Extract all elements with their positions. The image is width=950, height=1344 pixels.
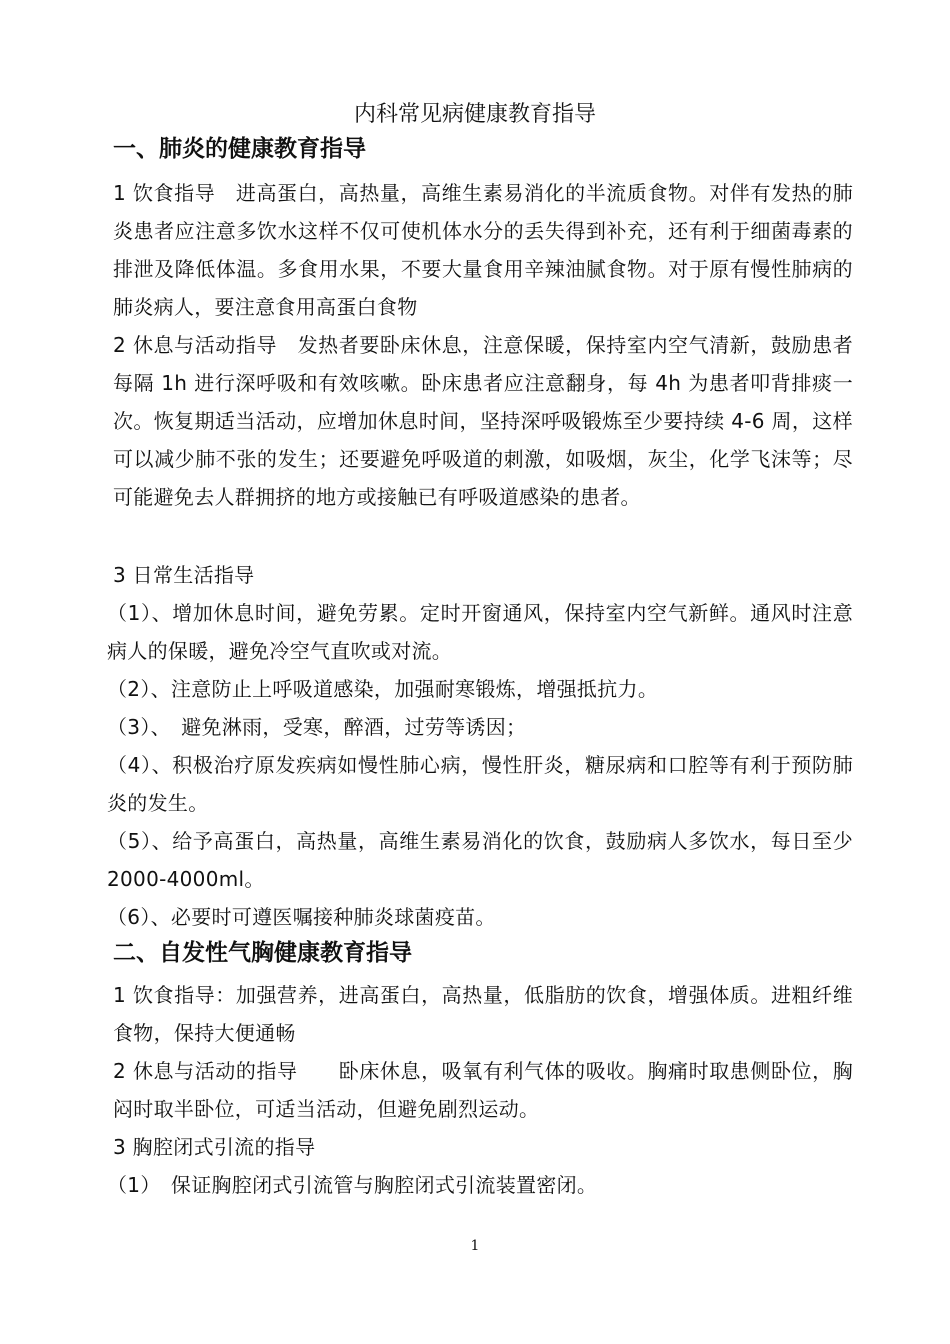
list-item: （1）、增加休息时间，避免劳累。定时开窗通风，保持室内空气新鲜。通风时注意病人的保暖，避免冷空气直吹或对流。	[107, 601, 853, 663]
list-item: （4）、积极治疗原发疾病如慢性肺心病，慢性肝炎，糖尿病和口腔等有利于预防肺炎的发生。	[107, 753, 853, 815]
list-item: （2）、注意防止上呼吸道感染，加强耐寒锻炼，增强抵抗力。	[107, 677, 659, 701]
paragraph-diet-guidance: 1 饮食指导 进高蛋白，高热量，高维生素易消化的半流质食物。对伴有发热的肺炎患者应注意多饮水这样不仅可使机体水分的丢失得到补充，还有利于细菌毒素的排泄及降低体温。多食用水果，不要大量食用辛辣油腻食物。对于原有慢性肺病的肺炎病人，要注意食用高蛋白食物	[113, 181, 853, 319]
paragraph-chest-drainage-guidance: 3 胸腔闭式引流的指导	[113, 1135, 316, 1159]
paragraph-daily-life-guidance: 3 日常生活指导	[113, 563, 255, 587]
section-heading-pneumonia: 一、肺炎的健康教育指导	[113, 136, 366, 162]
section-heading-pneumothorax: 二、自发性气胸健康教育指导	[113, 940, 412, 966]
page-number: 1	[470, 1238, 480, 1254]
list-item: （3）、 避免淋雨，受寒，醉酒，过劳等诱因；	[107, 715, 527, 739]
document-title: 内科常见病健康教育指导	[353, 102, 596, 127]
paragraph-diet-guidance: 1 饮食指导：加强营养，进高蛋白，高热量，低脂肪的饮食，增强体质。进粗纤维食物，保持大便通畅	[113, 983, 853, 1045]
paragraph-rest-activity-guidance: 2 休息与活动的指导 卧床休息，吸氧有利气体的吸收。胸痛时取患侧卧位，胸闷时取半卧位，可适当活动，但避免剧烈运动。	[113, 1059, 853, 1121]
paragraph-rest-activity-guidance: 2 休息与活动指导 发热者要卧床休息，注意保暖，保持室内空气清新，鼓励患者每隔 1h 进行深呼吸和有效咳嗽。卧床患者应注意翻身，每 4h 为患者叩背排痰一次。恢复期适当活动，应增加休息时间，坚持深呼吸锻炼至少要持续 4-6 周，这样可以减少肺不张的发生；还要避免呼吸道的刺激，如吸烟，灰尘，化学飞沫等；尽可能避免去人群拥挤的地方或接触已有呼吸道感染的患者。	[113, 333, 853, 509]
list-item: （6）、必要时可遵医嘱接种肺炎球菌疫苗。	[107, 905, 496, 929]
list-item: （5）、给予高蛋白，高热量，高维生素易消化的饮食，鼓励病人多饮水，每日至少 2000-4000ml。	[107, 829, 853, 891]
list-item: （1） 保证胸腔闭式引流管与胸腔闭式引流装置密闭。	[107, 1173, 598, 1197]
